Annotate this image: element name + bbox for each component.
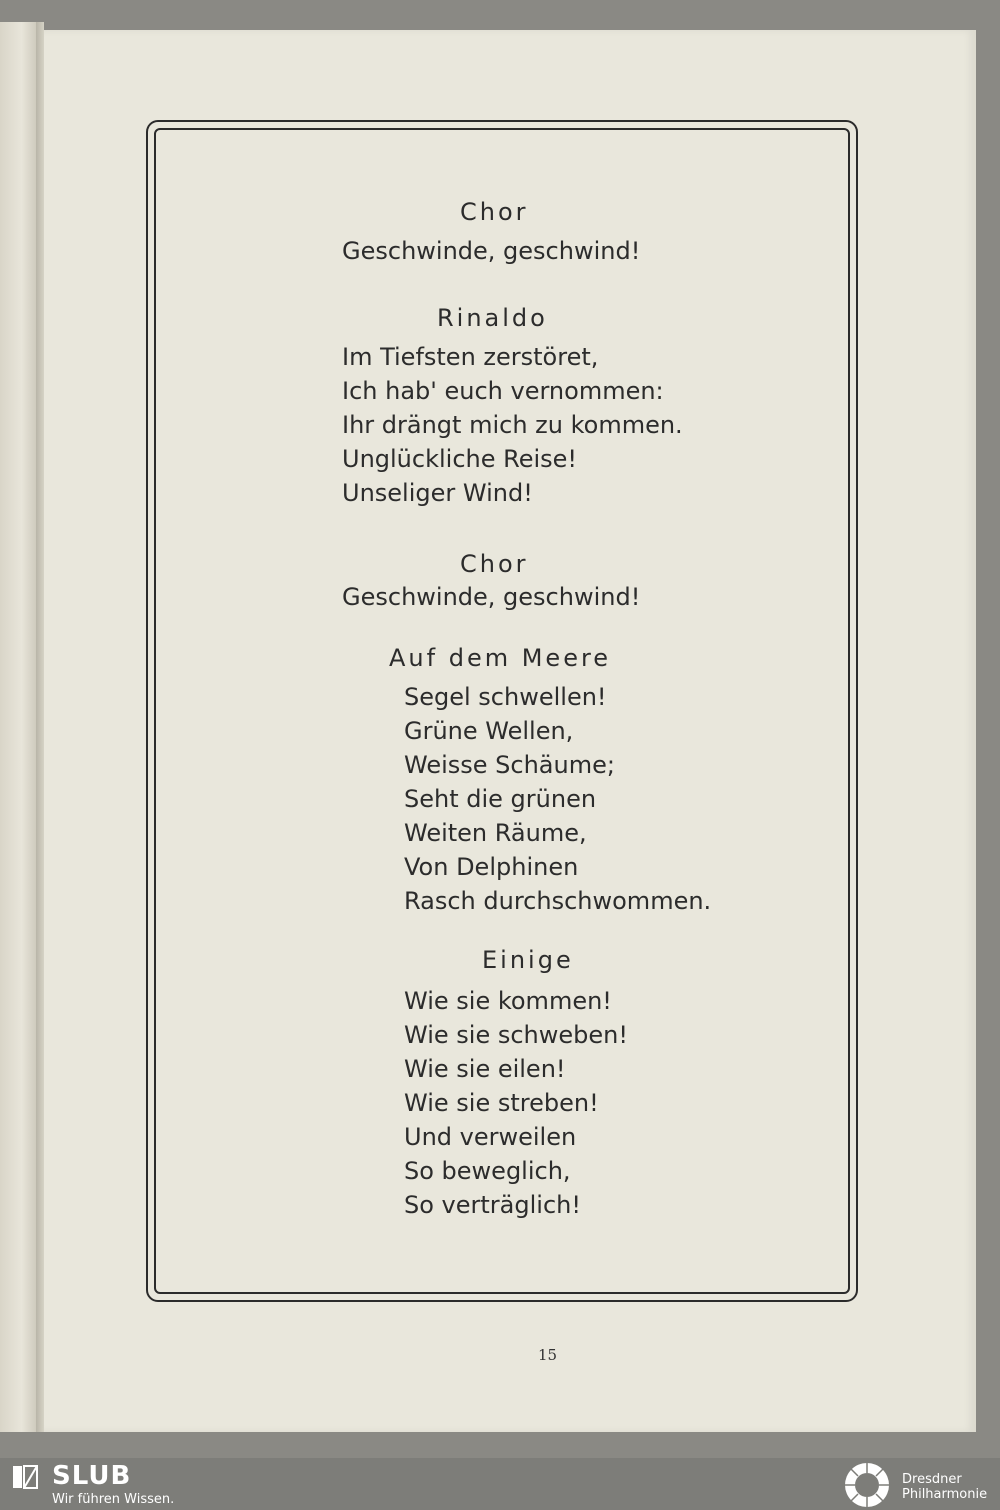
verse-line: So verträglich! [404, 1191, 581, 1219]
speaker-heading: Auf dem Meere [389, 644, 612, 672]
philharmonie-sun-icon[interactable] [842, 1460, 892, 1510]
verse-line: Ihr drängt mich zu kommen. [342, 411, 683, 439]
verse-line: Segel schwellen! [404, 683, 607, 711]
partner-name-line2: Philharmonie [902, 1487, 988, 1502]
verse-line: Von Delphinen [404, 853, 579, 881]
page-number: 15 [538, 1346, 558, 1364]
verse-line: Seht die grünen [404, 785, 597, 813]
speaker-heading: Rinaldo [437, 304, 548, 332]
verse-line: So beweglich, [404, 1157, 571, 1185]
verse-line: Wie sie streben! [404, 1089, 599, 1117]
previous-page-edge [0, 22, 36, 1432]
verse-line: Unglückliche Reise! [342, 445, 578, 473]
library-name[interactable]: SLUB [52, 1461, 132, 1491]
slub-book-icon[interactable] [12, 1464, 38, 1490]
verse-line: Geschwinde, geschwind! [342, 583, 641, 611]
partner-name-line1: Dresdner [902, 1472, 962, 1487]
verse-line: Wie sie eilen! [404, 1055, 566, 1083]
partner-name[interactable] [902, 1472, 987, 1502]
verse-line: Im Tiefsten zerstöret, [342, 343, 599, 371]
verse-line: Rasch durchschwommen. [404, 887, 712, 915]
speaker-heading: Einige [482, 946, 574, 974]
verse-line: Geschwinde, geschwind! [342, 237, 641, 265]
speaker-heading: Chor [460, 198, 529, 226]
verse-line: Unseliger Wind! [342, 479, 533, 507]
verse-line: Weisse Schäume; [404, 751, 615, 779]
page-gutter [36, 22, 44, 1432]
verse-line: Wie sie schweben! [404, 1021, 628, 1049]
verse-line: Wie sie kommen! [404, 987, 612, 1015]
verse-line: Grüne Wellen, [404, 717, 574, 745]
book-page [44, 30, 976, 1432]
verse-line: Und verweilen [404, 1123, 577, 1151]
viewer-footer [0, 1458, 1000, 1509]
verse-line: Weiten Räume, [404, 819, 587, 847]
speaker-heading: Chor [460, 550, 529, 578]
verse-line: Ich hab' euch vernommen: [342, 377, 664, 405]
library-tagline: Wir führen Wissen. [52, 1492, 175, 1507]
